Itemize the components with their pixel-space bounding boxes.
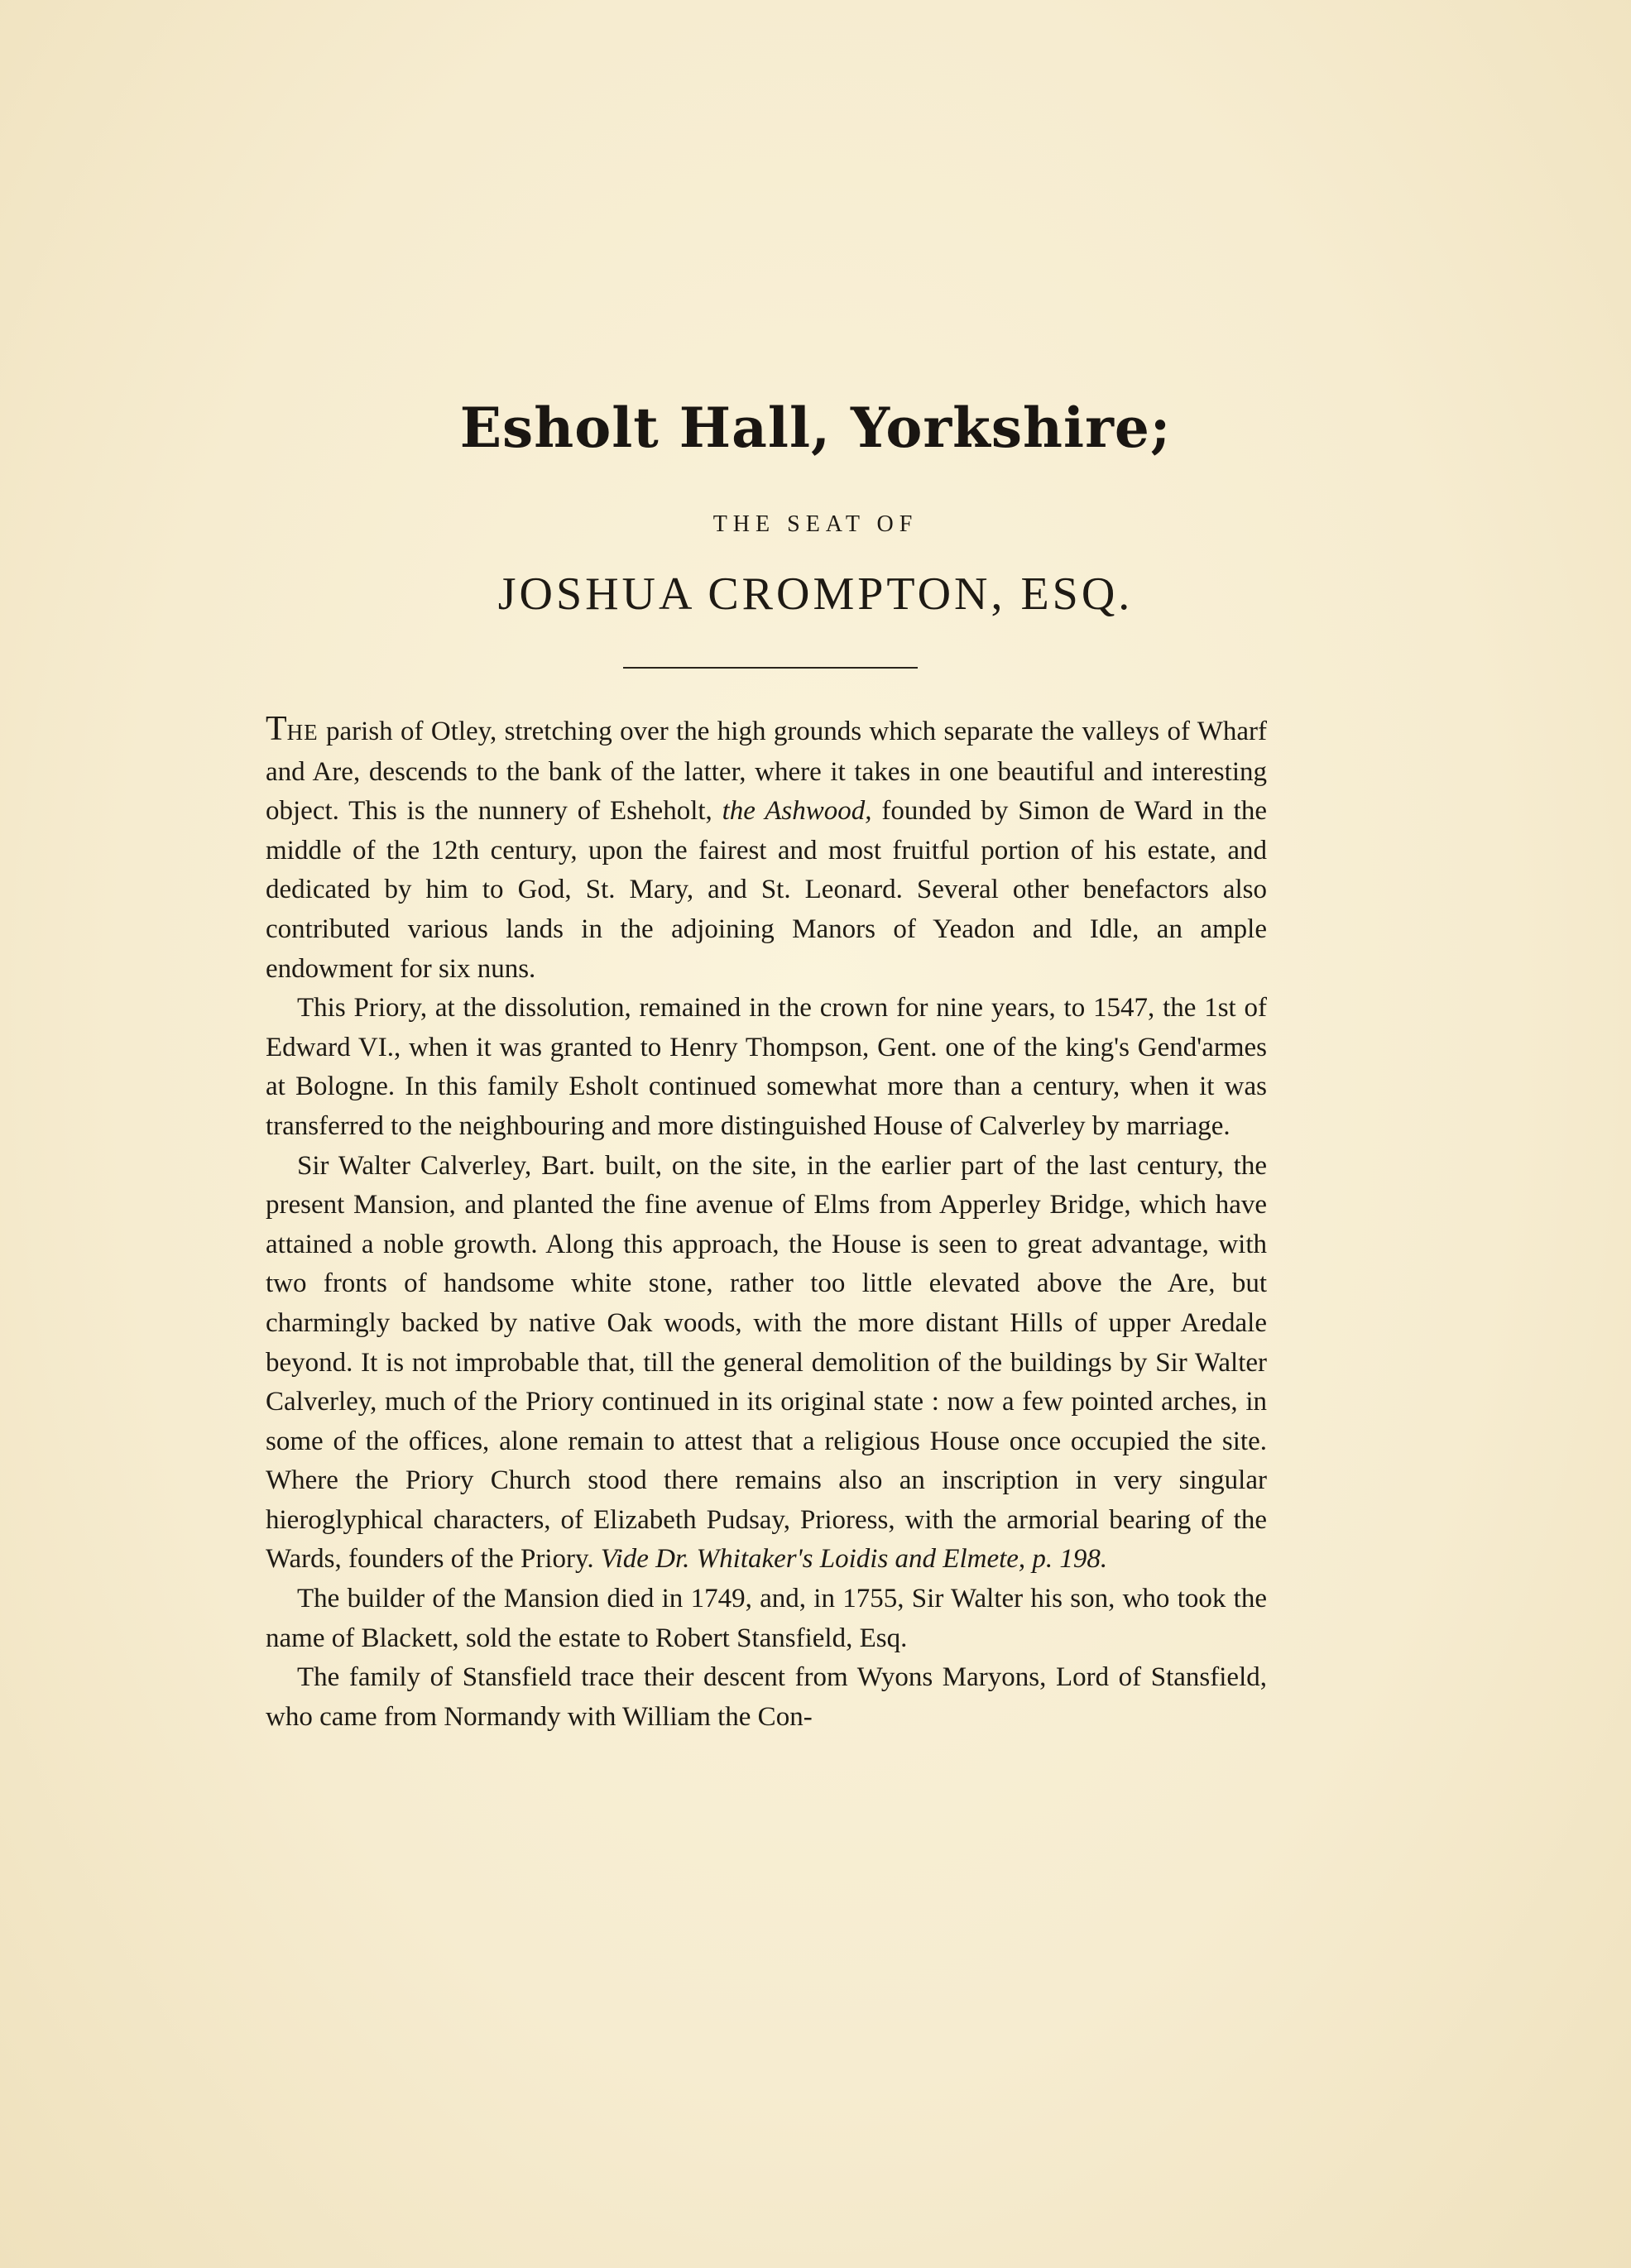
paragraph-4: The builder of the Mansion died in 1749, and, in 1755, Sir Walter his son, who took the name of Blackett, sold the estate to Robert Stansfield, Esq. <box>266 1584 1267 1653</box>
paragraph-2: This Priory, at the dissolution, remained in the crown for nine years, to 1547, the 1st of Edward VI., when it was granted to Henry Thompson, Gent. one of the king's Gend'armes at Bologne. In this family Esholt continued somewhat more than a century, when it was transferred to the neighbouring and more distinguished House of Calverley by marriage. <box>266 993 1267 1141</box>
paragraph-1 <box>266 710 1267 989</box>
paragraph-3 <box>266 1147 1267 1580</box>
paragraph-3-text: Sir Walter Calverley, Bart. built, on the site, in the earlier part of the last century, the present Mansion, and planted the fine avenue of Elms from Apperley Bridge, which have attained a noble growth. Along this approach, the House is seen to great advantage, with two fronts of handsome white stone, rather too little elevated above the Are, but charmingly backed by native Oak woods, with the more distant Hills of upper Aredale beyond. It is not improbable that, till the general demolition of the buildings by Sir Walter Calverley, much of the Priory continued in its original state : now a few pointed arches, in some of the offices, alone remain to attest that a religious House once occupied the site. Where the Priory Church stood there remains also an inscription in very singular hieroglyphical characters, of Elizabeth Pudsay, Prioress, with the armorial bearing of the Wards, founders of the Priory. <box>266 1150 1267 1575</box>
owner-name: JOSHUA CROMPTON, ESQ. <box>497 568 1134 620</box>
small-caps-lead: HE <box>286 720 319 745</box>
drop-letter: T <box>266 710 287 748</box>
paragraph-1-text-b: founded by Simon de Ward in the middle of the 12th century, upon the fairest and most fruitful portion of his estate, and dedicated by him to God, St. Mary, and St. Leonard. Several other benefactors also contributed various lands in the adjoining Manors of Yeadon and Idle, an ample endowment for six nuns. <box>266 796 1267 984</box>
page-title: Esholt Hall, Yorkshire; <box>459 396 1172 460</box>
paragraph-5: The family of Stansfield trace their descent from Wyons Maryons, Lord of Stansfield, who came from Normandy with William the Con- <box>266 1662 1267 1732</box>
seat-of-subtitle: THE SEAT OF <box>712 511 919 537</box>
citation: Vide Dr. Whitaker's Loidis and Elmete, p. 198. <box>600 1544 1108 1575</box>
divider-rule <box>623 667 918 669</box>
paragraph-1-text-a: parish of Otley, stretching over the high grounds which separate the valleys of Wharf and Are, descends to the bank of the latter, where it takes in one beautiful and interesting object. This is the nunnery of Esheholt, <box>266 717 1267 827</box>
body-text <box>266 710 1267 1737</box>
paragraph-1-italic: the Ashwood, <box>722 796 872 827</box>
